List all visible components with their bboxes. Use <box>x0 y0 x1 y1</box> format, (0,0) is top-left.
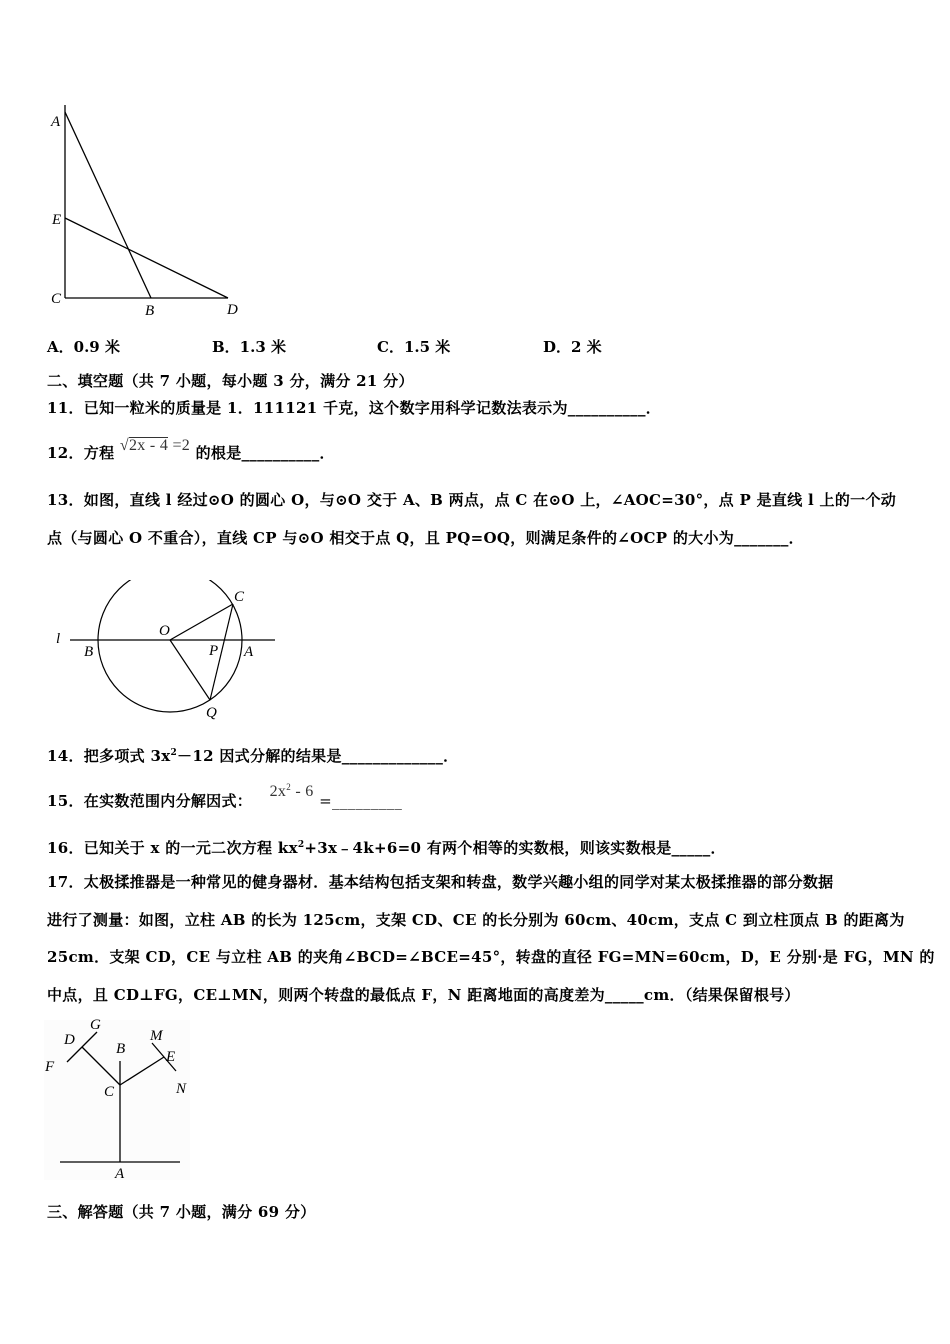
q16-suffix: +3x﹣4k+6=0 有两个相等的实数根，则该实数根是_____． <box>304 839 726 857</box>
q15-formula <box>270 783 314 800</box>
figure-ladder <box>45 100 255 325</box>
label-A: A <box>244 644 254 660</box>
q15-formula-exp: 2 <box>286 782 292 792</box>
q14-suffix: －12 因式分解的结果是_____________． <box>177 747 459 765</box>
option-b: B．1.3 米 <box>212 338 286 356</box>
question-14 <box>47 745 458 766</box>
circle-O <box>98 580 242 712</box>
option-c: C．1.5 米 <box>377 338 451 356</box>
q12-prefix: 12．方程 <box>47 444 115 462</box>
label-G: G <box>90 1017 101 1033</box>
q15-formula-tail: - 6 <box>291 783 314 800</box>
segment-AB <box>65 112 151 298</box>
label-E: E <box>166 1049 176 1065</box>
label-l: l <box>56 631 61 647</box>
question-15 <box>47 782 403 811</box>
q12-suffix: 的根是__________． <box>195 444 335 462</box>
q16-prefix: 16．已知关于 x 的一元二次方程 kx <box>47 839 298 857</box>
label-C: C <box>104 1084 115 1100</box>
label-C: C <box>51 291 62 307</box>
label-D: D <box>227 302 238 318</box>
option-d: D．2 米 <box>543 338 602 356</box>
option-a: A．0.9 米 <box>47 338 120 356</box>
q12-eq: =2 <box>172 437 191 454</box>
question-17-line2: 进行了测量：如图，立柱 AB 的长为 125cm，支架 CD、CE 的长分别为 60cm、40cm，支点 C 到立柱顶点 B 的距离为 <box>47 911 905 929</box>
q15-suffix: =_________ <box>319 792 403 810</box>
section-2-heading: 二、填空题（共 7 小题，每小题 3 分，满分 21 分） <box>47 372 414 390</box>
question-17-line3: 25cm．支架 CD，CE 与立柱 AB 的夹角∠BCD=∠BCE=45°，转盘的直径 FG=MN=60cm，D，E 分别·是 FG，MN 的 <box>47 948 935 966</box>
label-B: B <box>116 1041 126 1057</box>
q15-formula-base: 2x <box>269 783 287 800</box>
label-F: F <box>45 1059 55 1075</box>
q15-prefix: 15．在实数范围内分解因式： <box>47 792 253 810</box>
figure-circle <box>50 580 285 725</box>
label-A: A <box>51 114 61 130</box>
q14-prefix: 14．把多项式 3x <box>47 747 171 765</box>
label-D: D <box>64 1032 75 1048</box>
label-E: E <box>52 212 62 228</box>
question-17-line4: 中点，且 CD⊥FG，CE⊥MN，则两个转盘的最低点 F，N 距离地面的高度差为_____cm．（结果保留根号） <box>47 986 800 1004</box>
label-Q: Q <box>206 705 217 721</box>
question-12 <box>47 437 335 463</box>
label-C: C <box>234 589 245 605</box>
segment-OQ <box>170 640 210 700</box>
q12-radicand: 2x - 4 <box>129 437 169 454</box>
question-13-line1: 13．如图，直线 l 经过⊙O 的圆心 O，与⊙O 交于 A、B 两点，点 C 在⊙O 上，∠AOC=30°，点 P 是直线 l 上的一个动 <box>47 491 897 509</box>
segment-OC <box>170 604 233 640</box>
question-17-line1: 17．太极揉推器是一种常见的健身器材．基本结构包括支架和转盘，数学兴趣小组的同学对某太极揉推器的部分数据 <box>47 873 834 891</box>
q16-exponent: 2 <box>297 840 305 850</box>
question-11: 11．已知一粒米的质量是 1．111121 千克，这个数字用科学记数法表示为__________． <box>47 399 662 417</box>
label-A: A <box>115 1166 125 1182</box>
question-13-line2: 点（与圆心 O 不重合），直线 CP 与⊙O 相交于点 Q，且 PQ=OQ，则满足条件的∠OCP 的大小为_______． <box>47 529 804 547</box>
section-3-heading: 三、解答题（共 7 小题，满分 69 分） <box>47 1203 316 1221</box>
q12-equation: √2x - 4 =2 <box>119 437 191 454</box>
label-M: M <box>150 1028 163 1044</box>
label-P: P <box>209 643 219 659</box>
label-N: N <box>176 1081 187 1097</box>
figure-taiji <box>42 1015 192 1185</box>
label-O: O <box>159 623 170 639</box>
label-B: B <box>145 303 155 319</box>
q14-exponent: 2 <box>170 748 178 758</box>
question-16 <box>47 837 726 858</box>
label-B: B <box>84 644 94 660</box>
segment-ED <box>65 218 228 298</box>
